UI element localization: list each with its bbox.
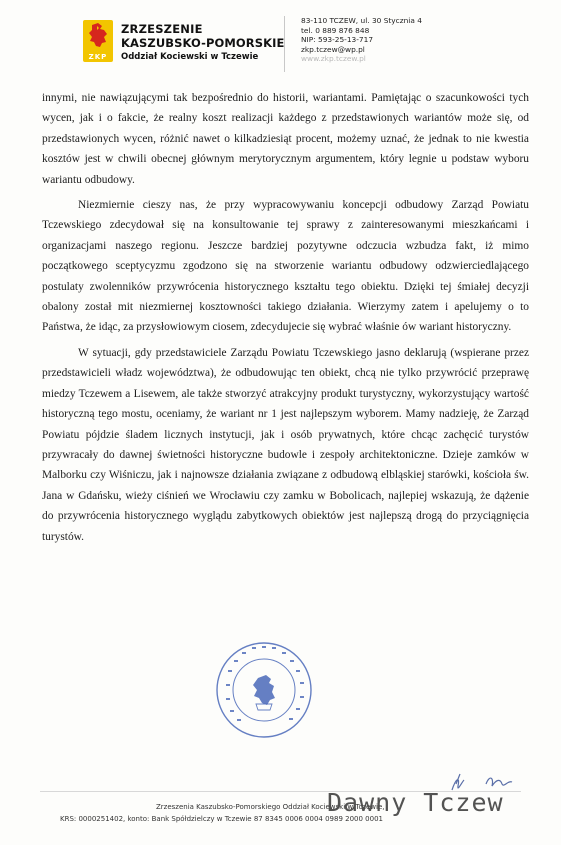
watermark: Dawny Tczew (327, 788, 504, 817)
contact-address: 83-110 TCZEW, ul. 30 Stycznia 4 (301, 16, 422, 25)
zkp-logo (83, 20, 113, 62)
footer-bank: KRS: 0000251402, konto: Bank Spółdzielczy w Tczewie 87 8345 0006 0004 0989 2000 0001 (60, 815, 383, 823)
header-divider (284, 16, 285, 72)
contact-block (301, 16, 422, 64)
organization-stamp (214, 640, 314, 740)
contact-nip: NIP: 593-25-13-717 (301, 35, 374, 45)
letterhead (0, 0, 561, 80)
org-name-line1: ZRZESZENIE (121, 22, 203, 36)
contact-phone: tel. 0 889 876 848 (301, 25, 370, 35)
paragraph: W sytuacji, gdy przedstawiciele Zarządu Powiatu Tczewskiego jasno deklarują (wspierane przez przedstawicieli władz województwa), że odbudowując ten obiekt, chcą nie tylko przywrócić przeprawę miedzy Tczewem a Lisewem, ale także stworzyć atrakcyjny produkt turystyczny, wykorzystujący wartość historyczną tego mostu, oceniamy, że wariant nr 1 jest najlepszym wyborem. Mamy nadzieję, że Zarząd Powiatu pójdzie śladem licznych instytucji, jak i osób prywatnych, które chcąc zachęcić turystów przywracały do dawnej świetności historyczne budowle i zespoły architektoniczne. Dzieje zamków w Malborku czy Wiśniczu, jak i najnowsze działania związane z odbudową elbląskiej starówki, kościoła św. Jana w Gdańsku, wieży ciśnień we Wrocławiu czy zamku w Bobolicach, najlepiej wskazują, że dążenie do przywrócenia historycznego wyglądu zabytkowych obiektów jest najlepszą drogą do przyciągnięcia turystów. (42, 346, 529, 543)
paragraph: Niezmiernie cieszy nas, że przy wypracowywaniu koncepcji odbudowy Zarząd Powiatu Tczewskiego zdecydował się na konsultowanie tej sprawy z zainteresowanymi mieszkańcami i organizacjami naszego regionu. Jeszcze bardziej pozytywne odczucia wzbudza fakt, iż mimo początkowego sceptycyzmu zgodzono się na stworzenie wariantu odbudowy odzwierciedlającego postulaty zwolenników przywrócenia historycznego kształtu tego obiektu. Dzięki tej śmiałej decyzji obalony został mit niezmiernej kosztowności takiego działania. Wierzymy zatem i apelujemy o to Państwa, że idąc, za przysłowiowym ciosem, zdecydujecie się wybrać właśnie ów wariant historyczny. (42, 199, 529, 334)
paragraph: innymi, nie nawiązującymi tak bezpośrednio do historii, wariantami. Pamiętając o szacunkowości tych wycen, jak i o fakcie, że realny koszt realizacji każdego z przedstawionych wariantów może się, od przedstawionych wycen, różnić nawet o kilkadziesiąt procent, możemy uznać, że jednak to nie kwestia kosztów jest w chwili obecnej głównym merytorycznym argumentem, który legnie u podstaw wyboru wariantu odbudowy. (42, 92, 529, 186)
org-name-line2: KASZUBSKO-POMORSKIE (121, 36, 285, 50)
letter-body (42, 88, 529, 547)
logo-letters: ZKP (88, 53, 108, 61)
org-branch: Oddział Kociewski w Tczewie (121, 52, 259, 62)
footer-org: Zrzeszenia Kaszubsko-Pomorskiego Oddział Kociewski w Tczewie, (156, 803, 385, 811)
contact-website[interactable]: www.zkp.tczew.pl (301, 54, 366, 64)
contact-email[interactable]: zkp.tczew@wp.pl (301, 44, 365, 54)
griffin-icon (83, 20, 113, 52)
